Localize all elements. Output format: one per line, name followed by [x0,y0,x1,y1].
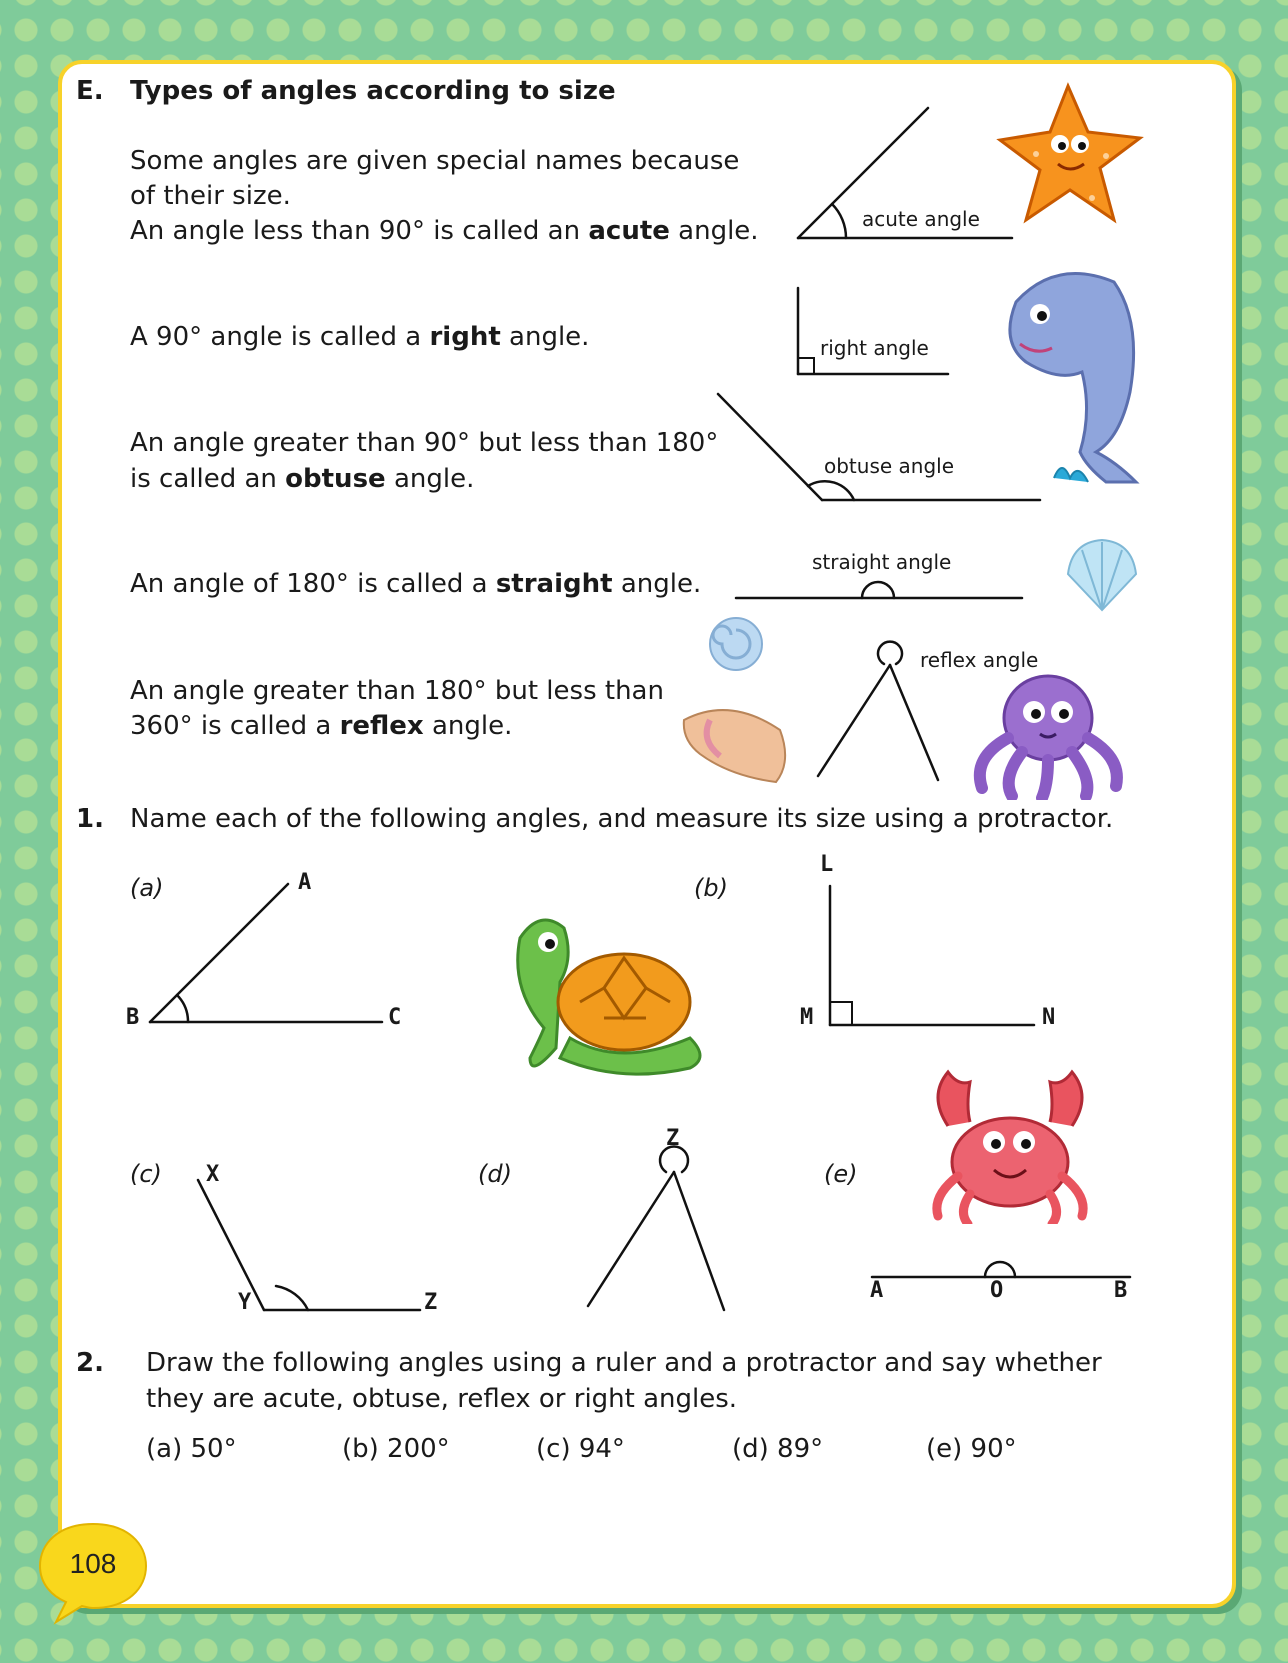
q1b-point-n: N [1042,1005,1056,1030]
obtuse-angle-figure [718,394,1040,500]
q1c-point-x: X [206,1162,220,1187]
q1c-angle-figure [198,1180,420,1310]
q2-option-e: (e) 90° [926,1434,1017,1464]
q2-option-b: (b) 200° [342,1434,450,1464]
dolphin-illustration [996,262,1146,502]
octopus-illustration [962,668,1132,800]
q1e-point-a: A [870,1278,884,1303]
obtuse-definition-line-2: is called an obtuse angle. [130,464,475,494]
acute-definition: An angle less than 90° is called an acute angle. [130,216,759,246]
right-definition: A 90° angle is called a right angle. [130,322,590,352]
page-number: 108 [69,1548,117,1579]
right-angle-label: right angle [820,336,929,360]
q1d-vertex-z: Z [666,1126,680,1151]
straight-definition: An angle of 180° is called a straight angle. [130,569,702,599]
crab-illustration [918,1066,1102,1224]
q1c-tag: (c) [130,1160,162,1188]
section-letter: E. [76,76,104,106]
shell-illustration [1062,538,1142,614]
q1a-point-a: A [298,870,312,895]
q1c-vertex-y: Y [238,1290,252,1315]
q1e-vertex-o: O [990,1278,1004,1303]
q1a-point-c: C [388,1005,402,1030]
q1e-angle-figure [872,1262,1130,1277]
acute-angle-figure [798,108,1012,238]
q1e-point-b: B [1114,1278,1128,1303]
q1b-tag: (b) [694,874,728,902]
q2-line-1: Draw the following angles using a ruler and a protractor and say whether [146,1348,1102,1378]
q1b-point-l: L [820,852,834,877]
q1-text: Name each of the following angles, and measure its size using a protractor. [130,804,1114,834]
q1e-tag: (e) [824,1160,858,1188]
starfish-illustration [996,80,1146,230]
q1a-tag: (a) [130,874,164,902]
reflex-angle-figure [818,642,938,780]
q2-line-2: they are acute, obtuse, reflex or right angles. [146,1384,738,1414]
reflex-angle-label: reflex angle [920,648,1039,672]
snail-shell-illustration [706,614,766,674]
reflex-definition-line-1: An angle greater than 180° but less than [130,676,664,706]
q1b-angle-figure [830,886,1034,1025]
straight-angle-figure [736,582,1022,598]
q1a-angle-figure [150,884,382,1022]
section-title: Types of angles according to size [130,76,616,106]
reflex-definition-line-2: 360° is called a reflex angle. [130,711,513,741]
q1d-angle-figure [588,1147,724,1310]
q1-number: 1. [76,804,104,834]
q1a-vertex-b: B [126,1005,140,1030]
intro-line-2: of their size. [130,181,291,211]
page-number-badge [36,1526,150,1610]
conch-shell-illustration [680,700,792,786]
intro-line-1: Some angles are given special names because [130,146,740,176]
q2-number: 2. [76,1348,104,1378]
q1d-tag: (d) [478,1160,512,1188]
turtle-illustration [500,908,714,1088]
q1c-point-z: Z [424,1290,438,1315]
right-angle-figure [798,288,948,374]
obtuse-definition-line-1: An angle greater than 90° but less than 180° [130,428,719,458]
straight-angle-label: straight angle [812,550,952,574]
acute-angle-label: acute angle [862,207,980,231]
obtuse-angle-label: obtuse angle [824,454,955,478]
q1b-vertex-m: M [800,1005,814,1030]
q2-option-a: (a) 50° [146,1434,237,1464]
q2-option-d: (d) 89° [732,1434,824,1464]
q2-option-c: (c) 94° [536,1434,625,1464]
